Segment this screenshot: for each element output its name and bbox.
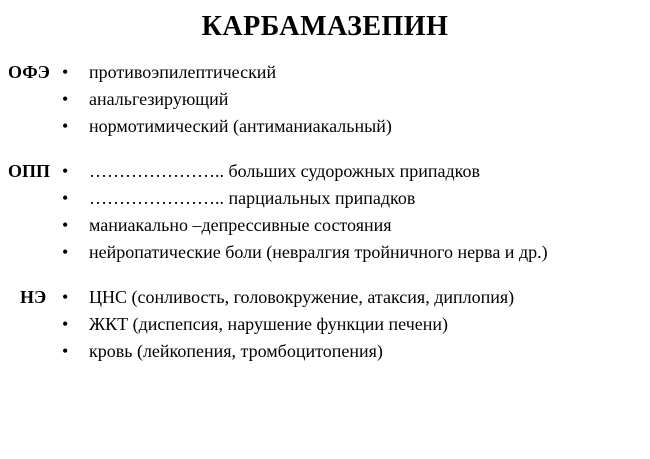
list-item-text: кровь (лейкопения, тромбоцитопения): [89, 341, 383, 361]
bullet-icon: •: [62, 287, 69, 307]
list-item-text: маниакально –депрессивные состояния: [89, 215, 392, 235]
section-label-ofe: ОФЭ: [8, 62, 50, 82]
list-item: [58, 59, 643, 86]
section-label-ne: НЭ: [20, 287, 47, 307]
slide-title: КАРБАМАЗЕПИН: [201, 11, 449, 42]
list-item-text: противоэпилептический: [89, 62, 277, 82]
list-item: [58, 338, 643, 365]
list-item-text: ЦНС (сонливость, головокружение, атаксия, диплопия): [89, 287, 515, 307]
bullet-icon: •: [62, 62, 69, 82]
section-label-opp: ОПП: [8, 161, 51, 181]
list-item-text: нейропатические боли (невралгия тройничного нерва и др.): [89, 242, 548, 262]
list-item: [58, 86, 643, 113]
bullet-icon: •: [62, 161, 69, 181]
section-ofe-list: [58, 59, 643, 140]
list-item-text: нормотимический (антиманиакальный): [89, 116, 392, 136]
list-item-text: ЖКТ (диспепсия, нарушение функции печени): [89, 314, 449, 334]
list-item-text: ………………….. больших судорожных припадков: [89, 161, 480, 181]
list-item: [58, 113, 643, 140]
list-item-text: анальгезирующий: [89, 89, 229, 109]
list-item: [58, 284, 643, 311]
list-item: [58, 158, 643, 185]
list-item: [58, 212, 643, 239]
list-item: [58, 239, 643, 266]
list-item: [58, 185, 643, 212]
bullet-icon: •: [62, 242, 69, 262]
bullet-icon: •: [62, 314, 69, 334]
section-ne-list: [58, 284, 643, 365]
bullet-icon: •: [62, 341, 69, 361]
section-opp-list: [58, 158, 643, 266]
bullet-icon: •: [62, 188, 69, 208]
bullet-icon: •: [62, 89, 69, 109]
bullet-icon: •: [62, 116, 69, 136]
list-item: [58, 311, 643, 338]
bullet-icon: •: [62, 215, 69, 235]
list-item-text: ………………….. парциальных припадков: [89, 188, 416, 208]
